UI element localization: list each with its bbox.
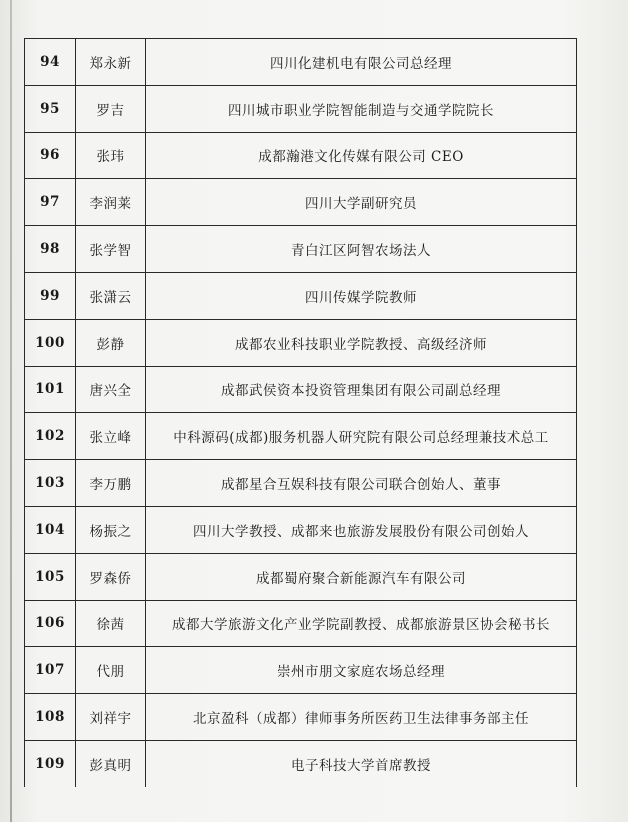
person-title: 成都星合互娱科技有限公司联合创始人、董事 [146, 460, 577, 507]
table-row [25, 694, 577, 741]
person-name: 唐兴全 [76, 366, 146, 413]
table-row [25, 319, 577, 366]
table-row [25, 132, 577, 179]
person-name: 李万鹏 [76, 460, 146, 507]
person-title: 四川城市职业学院智能制造与交通学院院长 [146, 85, 577, 132]
binding-edge [10, 0, 12, 822]
table-row [25, 272, 577, 319]
row-number: 103 [25, 460, 76, 507]
person-title: 四川传媒学院教师 [146, 272, 577, 319]
person-name: 张学智 [76, 226, 146, 273]
person-title: 四川大学副研究员 [146, 179, 577, 226]
person-title: 成都瀚港文化传媒有限公司 CEO [146, 132, 577, 179]
person-name: 刘祥宇 [76, 694, 146, 741]
row-number: 107 [25, 647, 76, 694]
person-title: 电子科技大学首席教授 [146, 740, 577, 786]
person-title: 成都农业科技职业学院教授、高级经济师 [146, 319, 577, 366]
person-name: 代朋 [76, 647, 146, 694]
table-row [25, 226, 577, 273]
person-name: 张潇云 [76, 272, 146, 319]
person-name: 徐茜 [76, 600, 146, 647]
person-name: 罗森侨 [76, 553, 146, 600]
person-title: 中科源码(成都)服务机器人研究院有限公司总经理兼技术总工 [146, 413, 577, 460]
row-number: 106 [25, 600, 76, 647]
table-row [25, 85, 577, 132]
row-number: 102 [25, 413, 76, 460]
table-row [25, 647, 577, 694]
person-name: 张玮 [76, 132, 146, 179]
row-number: 100 [25, 319, 76, 366]
row-number: 105 [25, 553, 76, 600]
person-title: 四川化建机电有限公司总经理 [146, 39, 577, 86]
person-name: 郑永新 [76, 39, 146, 86]
row-number: 98 [25, 226, 76, 273]
roster-table-body [25, 39, 577, 787]
person-name: 杨振之 [76, 506, 146, 553]
table-row [25, 740, 577, 786]
row-number: 108 [25, 694, 76, 741]
table-row [25, 506, 577, 553]
person-name: 罗吉 [76, 85, 146, 132]
person-name: 张立峰 [76, 413, 146, 460]
row-number: 95 [25, 85, 76, 132]
table-row [25, 366, 577, 413]
table-row [25, 460, 577, 507]
table-row [25, 600, 577, 647]
row-number: 109 [25, 740, 76, 786]
table-row [25, 179, 577, 226]
table-row [25, 413, 577, 460]
person-name: 李润莱 [76, 179, 146, 226]
table-row [25, 553, 577, 600]
row-number: 99 [25, 272, 76, 319]
row-number: 94 [25, 39, 76, 86]
person-title: 成都大学旅游文化产业学院副教授、成都旅游景区协会秘书长 [146, 600, 577, 647]
row-number: 97 [25, 179, 76, 226]
roster-table [24, 38, 577, 787]
person-title: 青白江区阿智农场法人 [146, 226, 577, 273]
person-title: 成都武侯资本投资管理集团有限公司副总经理 [146, 366, 577, 413]
row-number: 104 [25, 506, 76, 553]
person-title: 成都蜀府聚合新能源汽车有限公司 [146, 553, 577, 600]
person-title: 四川大学教授、成都来也旅游发展股份有限公司创始人 [146, 506, 577, 553]
person-title: 北京盈科（成都）律师事务所医药卫生法律事务部主任 [146, 694, 577, 741]
table-row [25, 39, 577, 86]
row-number: 101 [25, 366, 76, 413]
person-name: 彭真明 [76, 740, 146, 786]
person-title: 崇州市朋文家庭农场总经理 [146, 647, 577, 694]
person-name: 彭静 [76, 319, 146, 366]
row-number: 96 [25, 132, 76, 179]
